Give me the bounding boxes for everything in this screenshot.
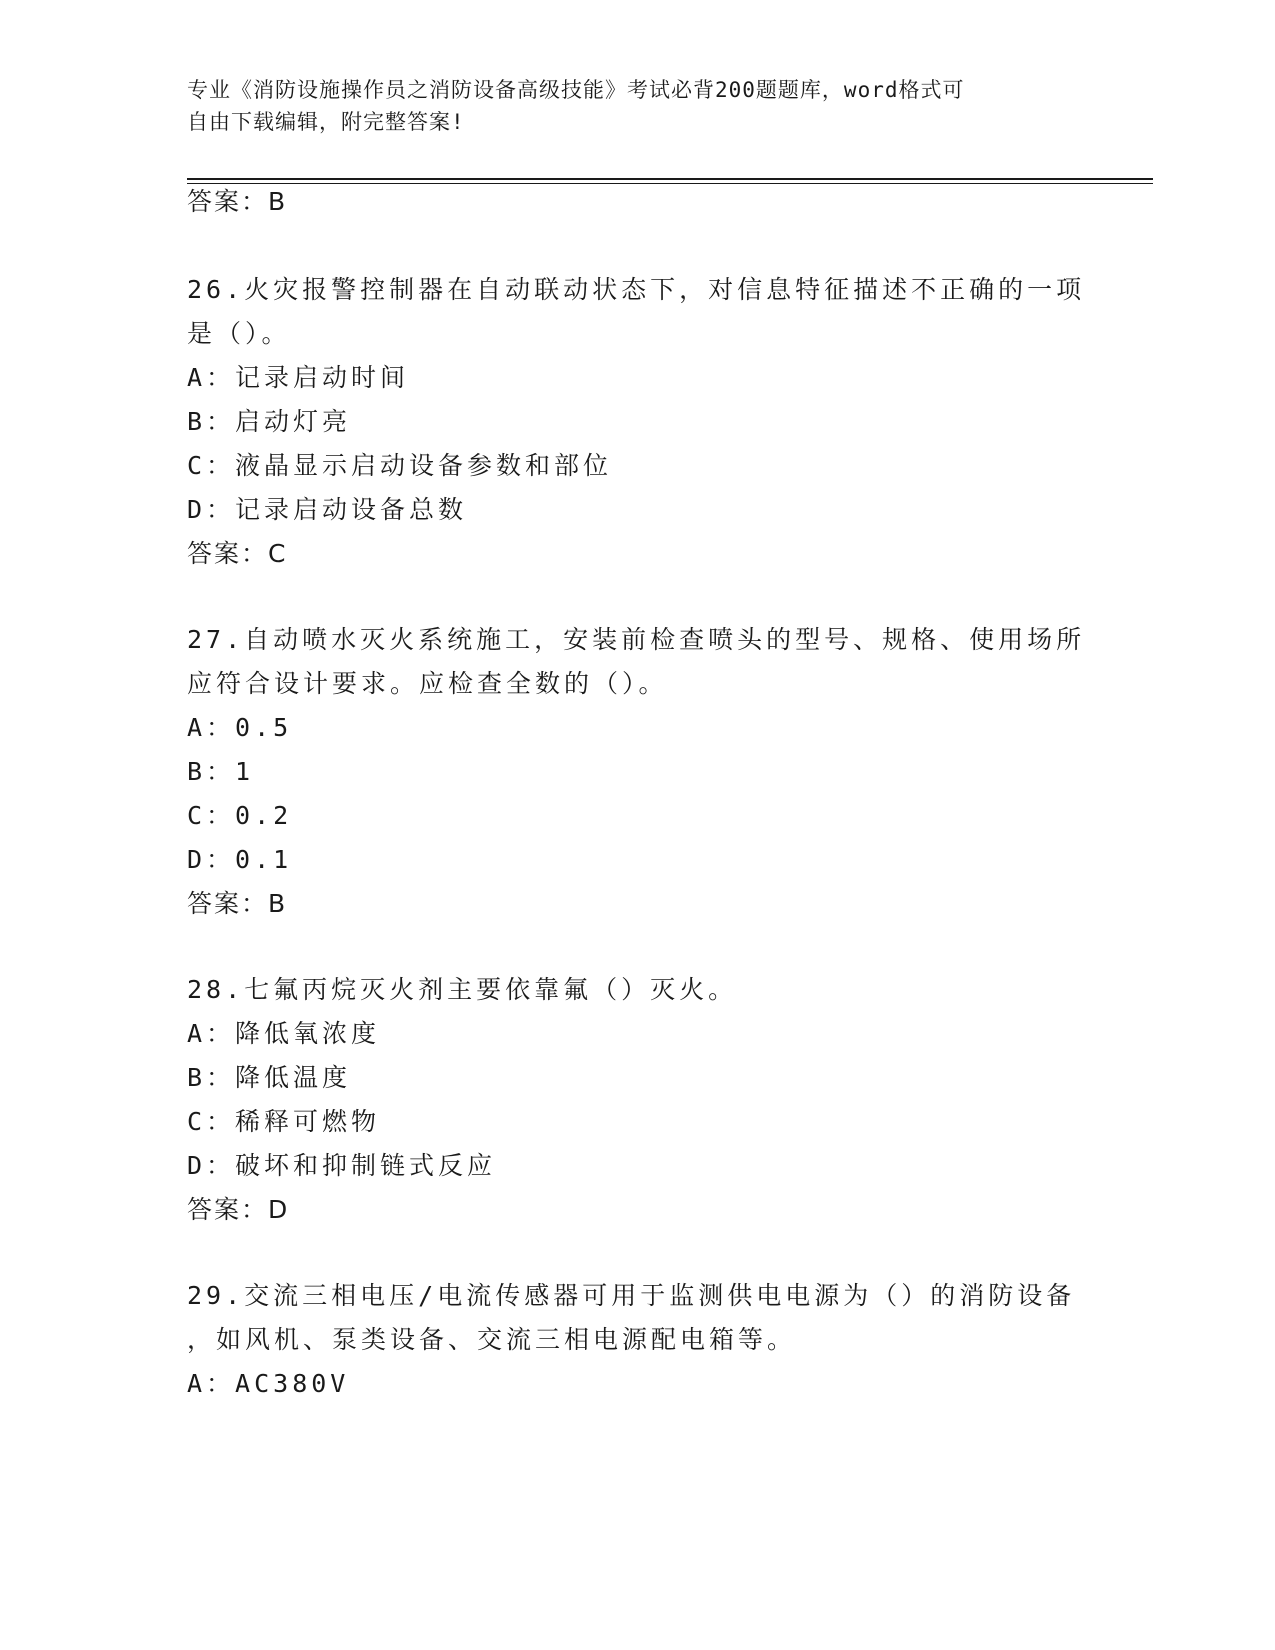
header-divider — [187, 178, 1153, 180]
question-28-option-b: B：降低温度 — [187, 1063, 352, 1092]
question-27-stem-line-1: 27.自动喷水灭火系统施工，安装前检查喷头的型号、规格、使用场所 — [187, 625, 1086, 654]
question-27-answer: 答案：B — [187, 889, 288, 918]
question-28-answer: 答案：D — [187, 1195, 290, 1224]
question-27-option-b: B：1 — [187, 757, 255, 786]
question-26-option-d: D：记录启动设备总数 — [187, 495, 468, 524]
question-27-option-d: D：0.1 — [187, 845, 293, 874]
header-line-1: 专业《消防设施操作员之消防设备高级技能》考试必背200题题库，word格式可 — [187, 78, 965, 102]
question-26-stem-line-1: 26.火灾报警控制器在自动联动状态下，对信息特征描述不正确的一项 — [187, 275, 1086, 304]
question-27-stem-line-2: 应符合设计要求。应检查全数的（）。 — [187, 669, 668, 698]
question-26-stem-line-2: 是（）。 — [187, 319, 291, 348]
question-26-answer: 答案：C — [187, 539, 288, 568]
document-header — [187, 74, 1087, 138]
question-29-stem-line-2: ，如风机、泵类设备、交流三相电源配电箱等。 — [187, 1325, 797, 1354]
question-29-option-a: A：AC380V — [187, 1369, 350, 1398]
question-28-option-c: C：稀释可燃物 — [187, 1107, 381, 1136]
question-26-option-b: B：启动灯亮 — [187, 407, 352, 436]
question-26-option-a: A：记录启动时间 — [187, 363, 410, 392]
question-26-option-c: C：液晶显示启动设备参数和部位 — [187, 451, 613, 480]
question-27-option-a: A：0.5 — [187, 713, 293, 742]
question-28-stem-line-1: 28.七氟丙烷灭火剂主要依靠氟（）灭火。 — [187, 975, 738, 1004]
answer-previous: 答案：B — [187, 187, 288, 216]
question-27-option-c: C：0.2 — [187, 801, 293, 830]
question-29-stem-line-1: 29.交流三相电压/电流传感器可用于监测供电电源为（）的消防设备 — [187, 1281, 1076, 1310]
question-28-option-a: A：降低氧浓度 — [187, 1019, 381, 1048]
header-line-2: 自由下载编辑，附完整答案! — [187, 110, 465, 134]
question-28-option-d: D：破坏和抑制链式反应 — [187, 1151, 497, 1180]
header-divider-thin — [187, 183, 1153, 184]
